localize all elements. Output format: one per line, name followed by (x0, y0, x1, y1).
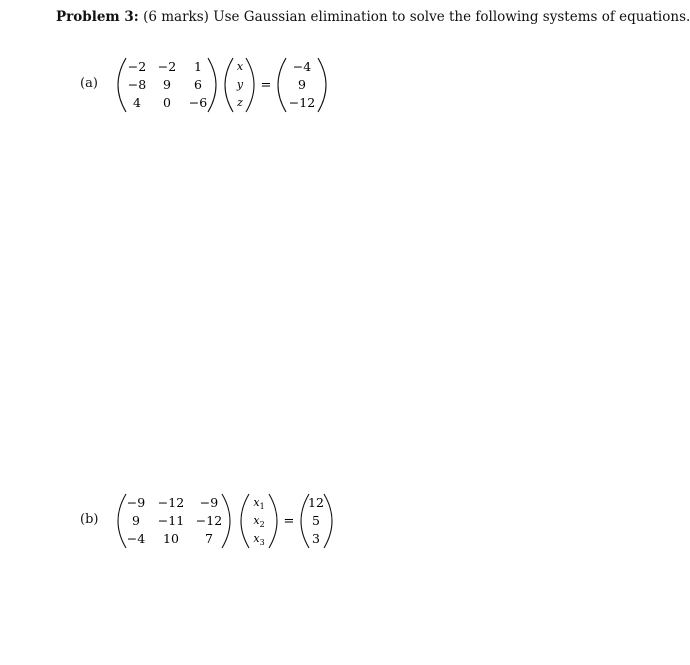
part-a-m13: 1 (194, 59, 202, 74)
part-a-m21: −8 (127, 77, 147, 92)
part-b-var-right-paren (269, 494, 277, 548)
problem-label: Problem 3: (56, 9, 139, 25)
part-b-m12: −12 (157, 495, 185, 510)
part-a-var-2: y (236, 78, 244, 91)
part-b-m21: 9 (132, 513, 140, 528)
problem-marks: (6 marks) (143, 9, 209, 25)
part-a-rhs-2: 9 (298, 77, 306, 92)
part-a-rhs-1: −4 (292, 59, 312, 74)
part-a-m32: 0 (163, 95, 171, 110)
part-b-m32: 10 (163, 531, 179, 546)
part-b-m31: −4 (126, 531, 146, 546)
part-a-m22: 9 (163, 77, 171, 92)
part-b-var-2: $x_2$ (253, 514, 265, 529)
part-a-m23: 6 (194, 77, 202, 92)
part-b-matrix-left-paren (118, 494, 126, 548)
part-b-rhs-3: 3 (312, 531, 320, 546)
part-a-m31: 4 (133, 95, 141, 110)
part-a-rhs-3: −12 (288, 95, 316, 110)
part-a-var-3: z (237, 96, 243, 109)
part-b-var-left-paren (241, 494, 249, 548)
part-b-rhs-2: 5 (312, 513, 320, 528)
part-a-m12: −2 (157, 59, 177, 74)
part-b-m11: −9 (126, 495, 146, 510)
part-b-m22: −11 (157, 513, 185, 528)
part-b-var-3: $x_3$ (253, 532, 265, 547)
part-a-equals: = (260, 78, 272, 93)
part-b-m13: −9 (199, 495, 219, 510)
part-b-m23: −12 (195, 513, 223, 528)
part-a-m11: −2 (127, 59, 147, 74)
part-b-equals: = (283, 514, 295, 529)
part-b-label: (b) (80, 512, 99, 527)
part-b-rhs-1: 12 (308, 495, 324, 510)
part-a-var-1: x (236, 60, 244, 73)
part-a-label: (a) (80, 76, 98, 91)
part-b-matrix-right-paren (222, 494, 230, 548)
problem-instruction: Use Gaussian elimination to solve the following systems of equations. (213, 9, 690, 25)
part-b-var-1: $x_1$ (253, 496, 265, 511)
part-b-rhs-right-paren (324, 494, 332, 548)
part-b-m33: 7 (205, 531, 213, 546)
part-a-m33: −6 (188, 95, 208, 110)
